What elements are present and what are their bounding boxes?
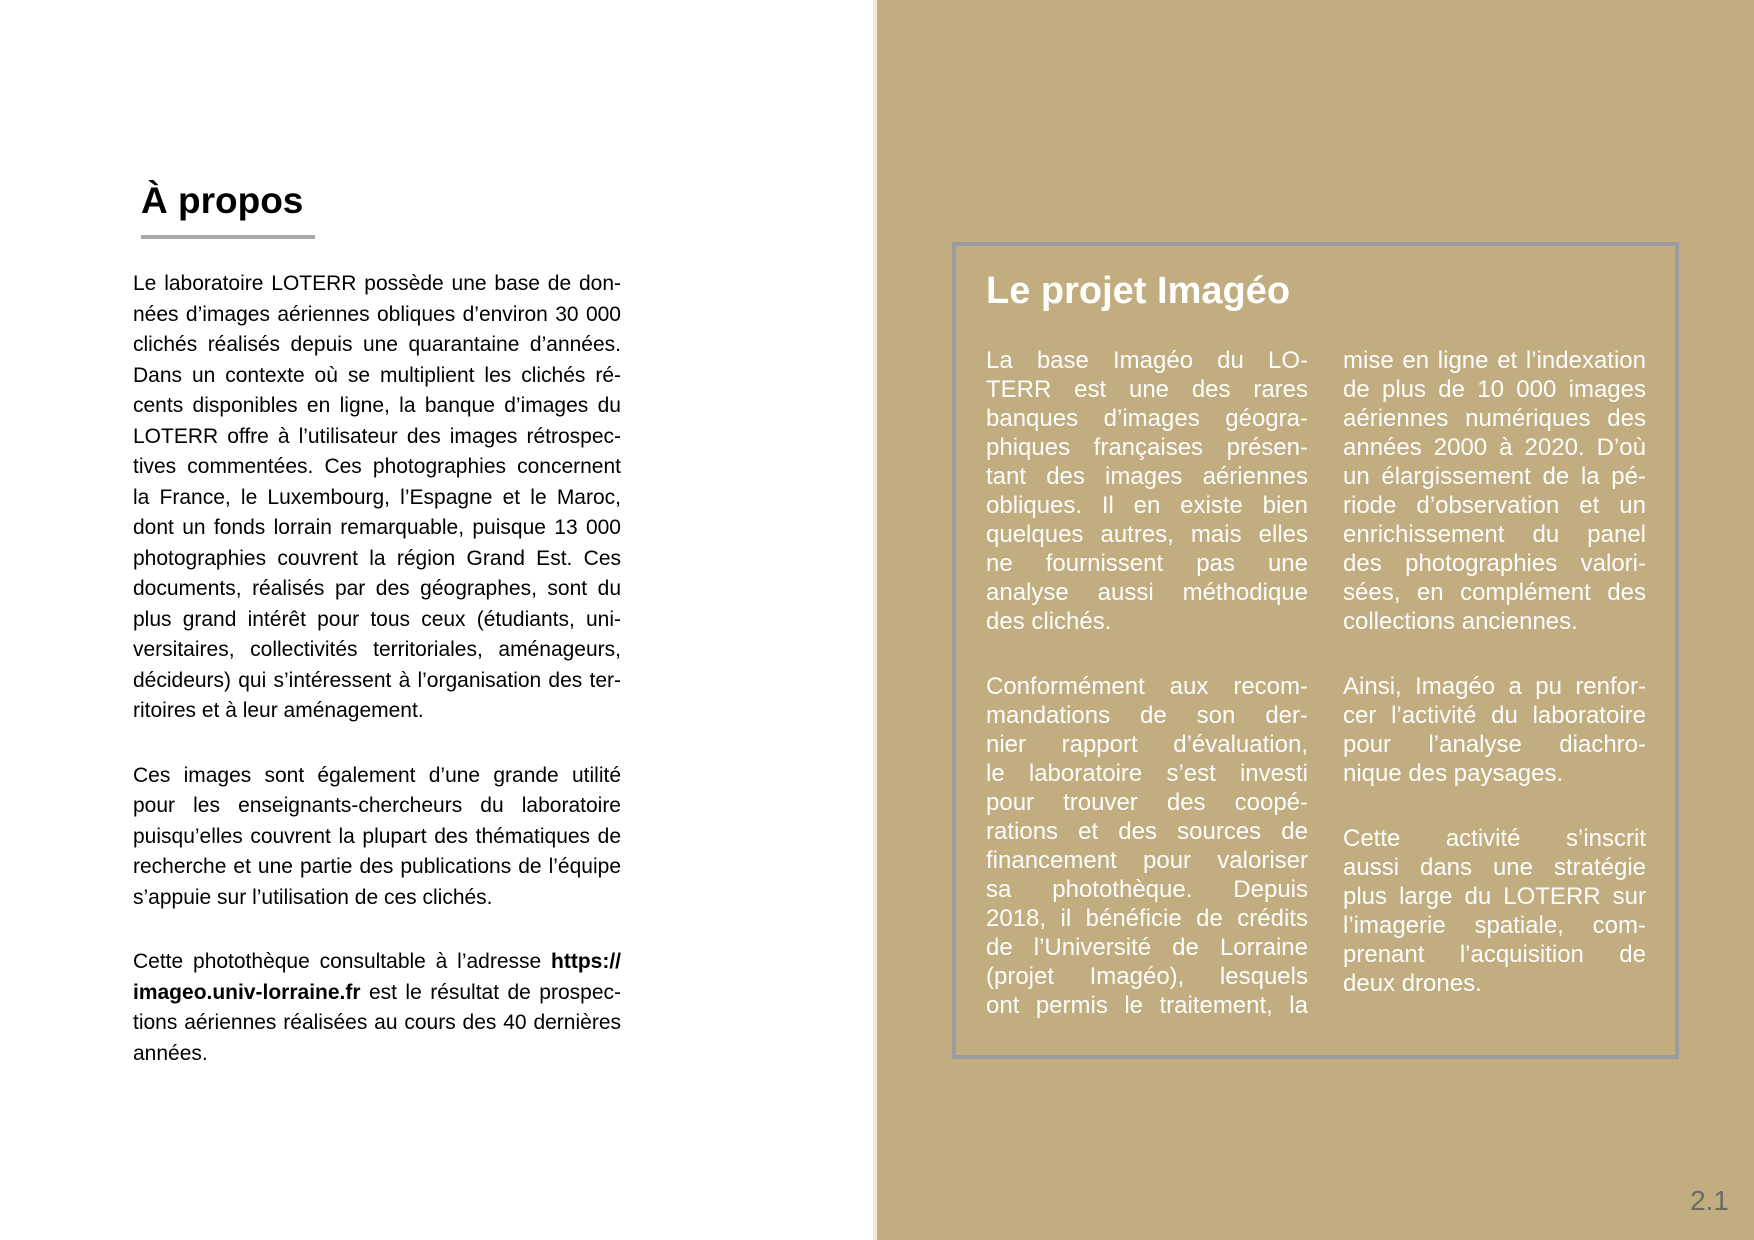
about-body	[133, 269, 621, 1069]
text-line: (projet Imagéo), lesquels	[986, 963, 1308, 990]
text-line: cer l’activité du laboratoire	[1343, 702, 1646, 729]
paragraph	[1343, 346, 1646, 636]
text-line: pour trouver des coopé-	[986, 789, 1308, 816]
text-line: quelques autres, mais elles	[986, 521, 1308, 548]
text-line: un élargissement de la pé-	[1343, 463, 1646, 490]
url-text: imageo.univ-lorraine.fr	[133, 980, 361, 1004]
text-line: sées, en complément des	[1343, 579, 1646, 606]
project-imageo-box	[952, 242, 1679, 1059]
box-columns	[986, 346, 1647, 1056]
text-line: plus large du LOTERR sur	[1343, 883, 1646, 910]
paragraph-with-url	[133, 947, 621, 1069]
paragraph	[986, 672, 1308, 1020]
text-line: dont un fonds lorrain remarquable, puisque 13 000	[133, 516, 621, 539]
left-page	[0, 0, 873, 1240]
text-line: ritoires et à leur aménagement.	[133, 699, 424, 722]
title-underline	[141, 235, 315, 239]
box-column-1	[986, 346, 1308, 1056]
text-line: financement pour valoriser	[986, 847, 1308, 874]
about-section	[133, 182, 621, 1069]
text-line: La base Imagéo du LO-	[986, 347, 1308, 374]
url-text: https://	[551, 950, 621, 973]
text-line: versitaires, collectivités territoriales, aménageurs,	[133, 638, 621, 661]
text-line: tant des images aériennes	[986, 463, 1308, 490]
text-line: des clichés.	[986, 608, 1112, 635]
text-line: plus grand intérêt pour tous ceux (étudiants, uni-	[133, 607, 621, 631]
text-line: ont permis le traitement, la	[986, 992, 1308, 1019]
text-line: l’imagerie spatiale, com-	[1343, 912, 1646, 939]
text-line: nique des paysages.	[1343, 760, 1564, 787]
text-line: de plus de 10 000 images	[1343, 376, 1646, 403]
text-line: ne fournissent pas une	[986, 550, 1308, 577]
text-line: aériennes numériques des	[1343, 405, 1646, 432]
text-line: clichés réalisés depuis une quarantaine d’années.	[133, 333, 621, 356]
text-line: Le laboratoire LOTERR possède une base de don-	[133, 272, 621, 295]
text-line: de l’Université de Lorraine	[986, 934, 1308, 961]
text-segment: est le résultat de prospec-	[360, 980, 621, 1004]
text-line: prenant l’acquisition de	[1343, 941, 1646, 968]
text-line	[133, 947, 621, 978]
text-line: puisqu’elles couvrent la plupart des thématiques de	[133, 824, 621, 848]
column-gap	[1308, 346, 1343, 1056]
text-line: sa photothèque. Depuis	[986, 876, 1308, 903]
text-line: deux drones.	[1343, 970, 1482, 997]
text-line: tions aériennes réalisées au cours des 40 dernières	[133, 1011, 621, 1034]
text-line: analyse aussi méthodique	[986, 579, 1308, 606]
box-column-2	[1343, 346, 1646, 1056]
box-title: Le projet Imagéo	[986, 270, 1291, 312]
paragraph	[986, 346, 1308, 636]
text-line: aussi dans une stratégie	[1343, 854, 1646, 881]
text-line: le laboratoire s’est investi	[986, 760, 1308, 787]
text-line: pour l’analyse diachro-	[1343, 731, 1646, 758]
text-line: Dans un contexte où se multiplient les clichés ré-	[133, 363, 621, 387]
text-line: pour les enseignants-chercheurs du laboratoire	[133, 794, 621, 817]
text-line: années 2000 à 2020. D’où	[1343, 434, 1646, 461]
text-line	[133, 978, 621, 1009]
text-line: recherche et une partie des publications de l’équipe	[133, 855, 621, 878]
text-line: phiques françaises présen-	[986, 434, 1308, 461]
text-line: la France, le Luxembourg, l’Espagne et le Maroc,	[133, 485, 621, 509]
text-line: rations et des sources de	[986, 818, 1308, 845]
text-line: mise en ligne et l’indexation	[1343, 347, 1646, 374]
text-line: Ainsi, Imagéo a pu renfor-	[1343, 673, 1646, 700]
text-line: tives commentées. Ces photographies concernent	[133, 455, 621, 478]
text-line: riode d’observation et un	[1343, 492, 1646, 519]
text-line: obliques. Il en existe bien	[986, 492, 1308, 519]
paragraph	[1343, 824, 1646, 998]
text-line: Ces images sont également d’une grande utilité	[133, 763, 621, 787]
paragraph	[133, 761, 621, 914]
right-page	[877, 0, 1754, 1240]
text-line: s’appuie sur l’utilisation de ces clichés.	[133, 885, 493, 909]
text-line: décideurs) qui s’intéressent à l’organisation des ter-	[133, 668, 621, 692]
text-line: documents, réalisés par des géographes, sont du	[133, 577, 621, 600]
text-line: enrichissement du panel	[1343, 521, 1646, 548]
text-line: années.	[133, 1041, 208, 1065]
page-number: 2.1	[1690, 1185, 1729, 1216]
text-line: cents disponibles en ligne, la banque d’images du	[133, 394, 621, 417]
text-line: Conformément aux recom-	[986, 673, 1308, 700]
text-line: 2018, il bénéficie de crédits	[986, 905, 1308, 932]
page-title: À propos	[141, 180, 304, 221]
text-line: collections anciennes.	[1343, 608, 1578, 635]
text-line: des photographies valori-	[1343, 550, 1646, 577]
paragraph	[1343, 672, 1646, 788]
paragraph	[133, 269, 621, 727]
text-line: Cette activité s’inscrit	[1343, 825, 1646, 852]
text-line: mandations de son der-	[986, 702, 1308, 729]
text-line: TERR est une des rares	[986, 376, 1308, 403]
text-line: photographies couvrent la région Grand Est. Ces	[133, 546, 621, 570]
text-line: banques d’images géogra-	[986, 405, 1308, 432]
text-line: nier rapport d’évaluation,	[986, 731, 1308, 758]
text-line: nées d’images aériennes obliques d’environ 30 000	[133, 302, 621, 326]
text-segment: Cette photothèque consultable à l’adresse	[133, 950, 552, 973]
text-line: LOTERR offre à l’utilisateur des images rétrospec-	[133, 424, 621, 448]
